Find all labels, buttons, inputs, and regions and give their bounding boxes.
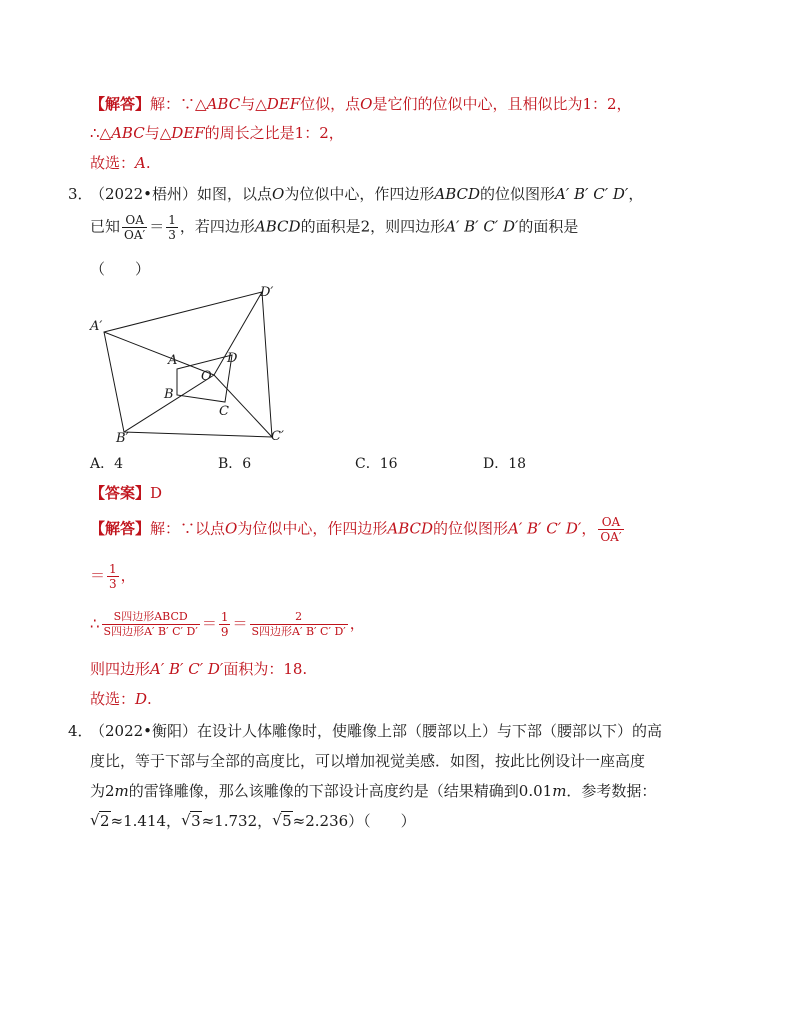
option-c[interactable]: C．16 bbox=[355, 456, 398, 472]
ray-oa bbox=[104, 332, 214, 375]
solution-tag: 【解答】 bbox=[90, 519, 151, 538]
solution-line1: 【解答】解：∵以点O为位似中心，作四边形ABCD的位似图形A′ B′ C′ D′， $\frac{OA}{OA'}$ bbox=[90, 515, 622, 544]
sqrt-3: √ 3 bbox=[181, 810, 202, 832]
label-c-prime: C′ bbox=[271, 429, 284, 444]
q3-choose-line: 故选：D. bbox=[90, 690, 152, 708]
fraction-one-ninth: $\frac{1}{9}$ bbox=[220, 610, 229, 639]
answer-value: D bbox=[150, 484, 163, 502]
prev-solution-line2: ∴△ABC与△DEF的周长之比是1：2， bbox=[90, 124, 344, 142]
answer-line bbox=[90, 482, 162, 504]
fraction-one-third: $\frac{1}{3}$ bbox=[168, 213, 176, 242]
sqrt-5: √ 5 bbox=[272, 810, 293, 832]
fraction-oa-solution: $\frac{OA}{OA'}$ bbox=[600, 515, 622, 544]
label-a-prime: A′ bbox=[90, 319, 103, 334]
question-3-number: 3． bbox=[68, 185, 93, 203]
label-o: O bbox=[201, 369, 212, 384]
question-3-line1: （2022•梧州）如图，以点O为位似中心，作四边形ABCD的位似图形A′ B′ C′ D′， bbox=[90, 185, 644, 203]
prev-solution-line1: 【解答】解：∵△ABC与△DEF位似，点O是它们的位似中心，且相似比为1：2， bbox=[90, 95, 632, 113]
solution-tag: 【解答】 bbox=[90, 95, 151, 113]
question-4-line4: √ 2≈1.414，√ 3≈1.732，√ 5≈2.236）（ ） bbox=[90, 810, 416, 832]
question-4-line2: 度比，等于下部与全部的高度比，可以增加视觉美感．如图，按此比例设计一座高度 bbox=[90, 752, 646, 770]
label-d-prime: D′ bbox=[260, 285, 274, 300]
answer-tag: 【答案】 bbox=[90, 484, 151, 502]
option-a[interactable]: A．4 bbox=[90, 456, 124, 472]
fraction-two-over-area: $\frac{2}{\text{S四边形A′ B′ C′ D′}}$ bbox=[251, 610, 346, 638]
option-d[interactable]: D．18 bbox=[483, 456, 527, 472]
fraction-area-ratio: $\frac{\text{S四边形ABCD}}{\text{S四边形A′ B′ C′ D′}}$ bbox=[103, 610, 198, 638]
sqrt-2: √ 2 bbox=[90, 810, 111, 832]
option-b[interactable]: B．6 bbox=[218, 456, 252, 472]
label-c: C bbox=[219, 404, 229, 419]
question-4-line3: 为2m的雷锋雕像，那么该雕像的下部设计高度约是（结果精确到0.01m．参考数据： bbox=[90, 782, 657, 800]
fraction-oa: $\frac{OA}{OA'}$ bbox=[124, 213, 146, 242]
question-4-line1: （2022•衡阳）在设计人体雕像时，使雕像上部（腰部以上）与下部（腰部以下）的高 bbox=[90, 722, 663, 740]
ray-od bbox=[214, 292, 262, 375]
question-3-paren: （ ） bbox=[90, 260, 151, 278]
label-b: B bbox=[164, 387, 174, 402]
homothety-figure bbox=[82, 282, 302, 452]
label-b-prime: B′ bbox=[116, 431, 129, 446]
solution-line2: ＝ $\frac{1}{3}$ ， bbox=[90, 562, 136, 591]
fraction-one-third-solution: $\frac{1}{3}$ bbox=[109, 562, 117, 591]
question-3-line2: 已知 $\frac{OA}{OA'}$ ＝ $\frac{1}{3}$ ，若四边形ABCD的面积是2，则四边形A′ B′ C′ D′的面积是 bbox=[90, 213, 579, 242]
prev-choose-line: 故选：A. bbox=[90, 154, 151, 172]
solution-line3: ∴ $\frac{\text{S四边形ABCD}}{\text{S四边形A′ B′ C′ D′}}$ ＝ $\frac{1}{9}$ ＝ $\frac{2}{\text{S四边形A′ B′ C′ D′}}$ ， bbox=[90, 610, 365, 639]
solution-line4: 则四边形A′ B′ C′ D′面积为：18. bbox=[90, 660, 308, 678]
question-4-number: 4． bbox=[68, 722, 93, 740]
label-a: A bbox=[168, 353, 178, 368]
label-d: D bbox=[227, 351, 238, 366]
